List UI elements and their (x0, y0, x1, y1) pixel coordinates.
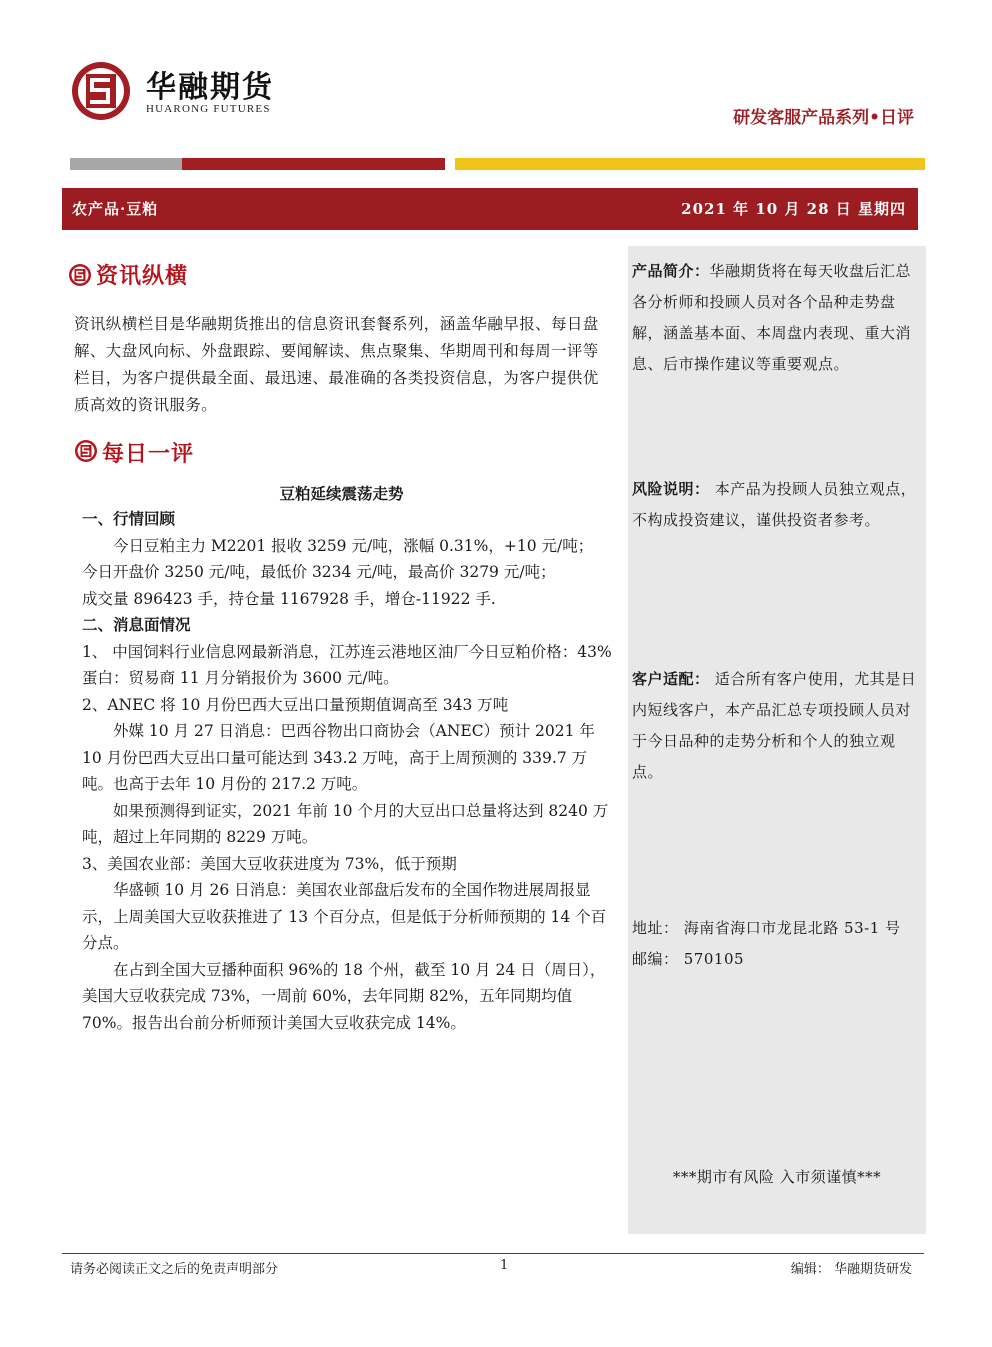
section-title-daily: 每日一评 (102, 441, 195, 467)
section-intro-text: 资讯纵横栏目是华融期货推出的信息资讯套餐系列，涵盖华融早报、每日盘解、大盘风向标、外盘跟踪、要闻解读、焦点聚集、华期周刊和每周一评等栏目，为客户提供最全面、最迅速、最准确的各类投资信息，为客户提供优质高效的资讯服务。 (74, 315, 599, 414)
banner-date: 2021 年 10 月 28 日 星期四 (681, 200, 906, 218)
news-item-3-title: 3、美国农业部：美国大豆收获进度为 73%，低于预期 (82, 854, 457, 873)
risk-statement (632, 474, 922, 536)
contact-info (632, 913, 922, 975)
decor-stripe-grey (70, 158, 182, 170)
footer-divider (62, 1253, 924, 1254)
product-intro-text: 华融期货将在每天收盘后汇总各分析师和投顾人员对各个品种走势盘解，涵盖基本面、本周盘内表现、重大消息、后市操作建议等重要观点。 (632, 262, 912, 373)
client-fit-label: 客户适配： (632, 670, 710, 688)
article-title: 豆粕延续震荡走势 (279, 485, 404, 503)
sidebar-panel (628, 246, 926, 1234)
decor-stripe-yellow (455, 158, 925, 170)
huarong-logo (70, 60, 132, 122)
client-fit (632, 664, 922, 788)
client-fit-text: 适合所有客户使用，尤其是日内短线客户，本产品汇总专项投顾人员对于今日品种的走势分析和个人的独立观点。 (632, 670, 917, 781)
decor-stripe-red (182, 158, 445, 170)
news-item-2-detail: 外媒 10 月 27 日消息：巴西谷物出口商协会（ANEC）预计 2021 年 10 月份巴西大豆出口量可能达到 343.2 万吨，高于上周预测的 339.7 万吨。也高于去年 10 月份的 217.2 万吨。 (82, 722, 595, 793)
huarong-logo-icon (74, 439, 98, 463)
risk-warning: ***期市有风险 入市须谨慎*** (672, 1168, 882, 1186)
heading-market-review: 一、行情回顾 (82, 510, 176, 528)
report-series: 研发客服产品系列•日评 (733, 108, 914, 128)
page-number: 1 (500, 1258, 509, 1273)
market-volume-line: 成交量 896423 手，持仓量 1167928 手，增仓-11922 手. (82, 589, 496, 608)
market-range-line: 今日开盘价 3250 元/吨，最低价 3234 元/吨，最高价 3279 元/吨； (82, 563, 556, 581)
banner-category: 农产品·豆粕 (72, 200, 159, 218)
footer-disclaimer: 请务必阅读正文之后的免责声明部分 (70, 1262, 279, 1277)
market-price-line: 今日豆粕主力 M2201 报收 3259 元/吨，涨幅 0.31%，+10 元/吨； (113, 536, 594, 555)
news-item-3-detail: 华盛顿 10 月 26 日消息：美国农业部盘后发布的全国作物进展周报显示，上周美国大豆收获推进了 13 个百分点，但是低于分析师预期的 14 个百分点。 (82, 881, 607, 952)
news-item-2-title: 2、ANEC 将 10 月份巴西大豆出口量预期值调高至 343 万吨 (82, 695, 509, 714)
postcode: 邮编： 570105 (632, 950, 745, 968)
product-intro-label: 产品简介： (632, 262, 710, 280)
address: 地址： 海南省海口市龙昆北路 53-1 号 (632, 919, 901, 937)
news-item-2-forecast: 如果预测得到证实，2021 年前 10 个月的大豆出口总量将达到 8240 万吨，超过上年同期的 8229 万吨。 (82, 801, 609, 846)
risk-text: 本产品为投顾人员独立观点，不构成投资建议，谨供投资者参考。 (632, 480, 917, 529)
brand-name-en: HUARONG FUTURES (146, 103, 271, 115)
product-intro (632, 256, 922, 380)
risk-label: 风险说明： (632, 480, 710, 498)
footer-editor: 编辑： 华融期货研发 (790, 1262, 912, 1277)
section-title-news: 资讯纵横 (96, 263, 189, 289)
article-body (82, 506, 612, 1036)
category-banner (62, 188, 918, 230)
huarong-logo-icon (68, 263, 92, 287)
brand-name-cn: 华融期货 (146, 70, 274, 105)
news-item-1: 1、 中国饲料行业信息网最新消息，江苏连云港地区油厂今日豆粕价格：43%蛋白：贸易商 11 月分销报价为 3600 元/吨。 (82, 642, 612, 687)
news-item-3-stats: 在占到全国大豆播种面积 96%的 18 个州，截至 10 月 24 日（周日），美国大豆收获完成 73%，一周前 60%，去年同期 82%，五年同期均值 70%。报告出台前分析师预计美国大豆收获完成 14%。 (82, 960, 606, 1032)
heading-news: 二、消息面情况 (82, 616, 191, 634)
